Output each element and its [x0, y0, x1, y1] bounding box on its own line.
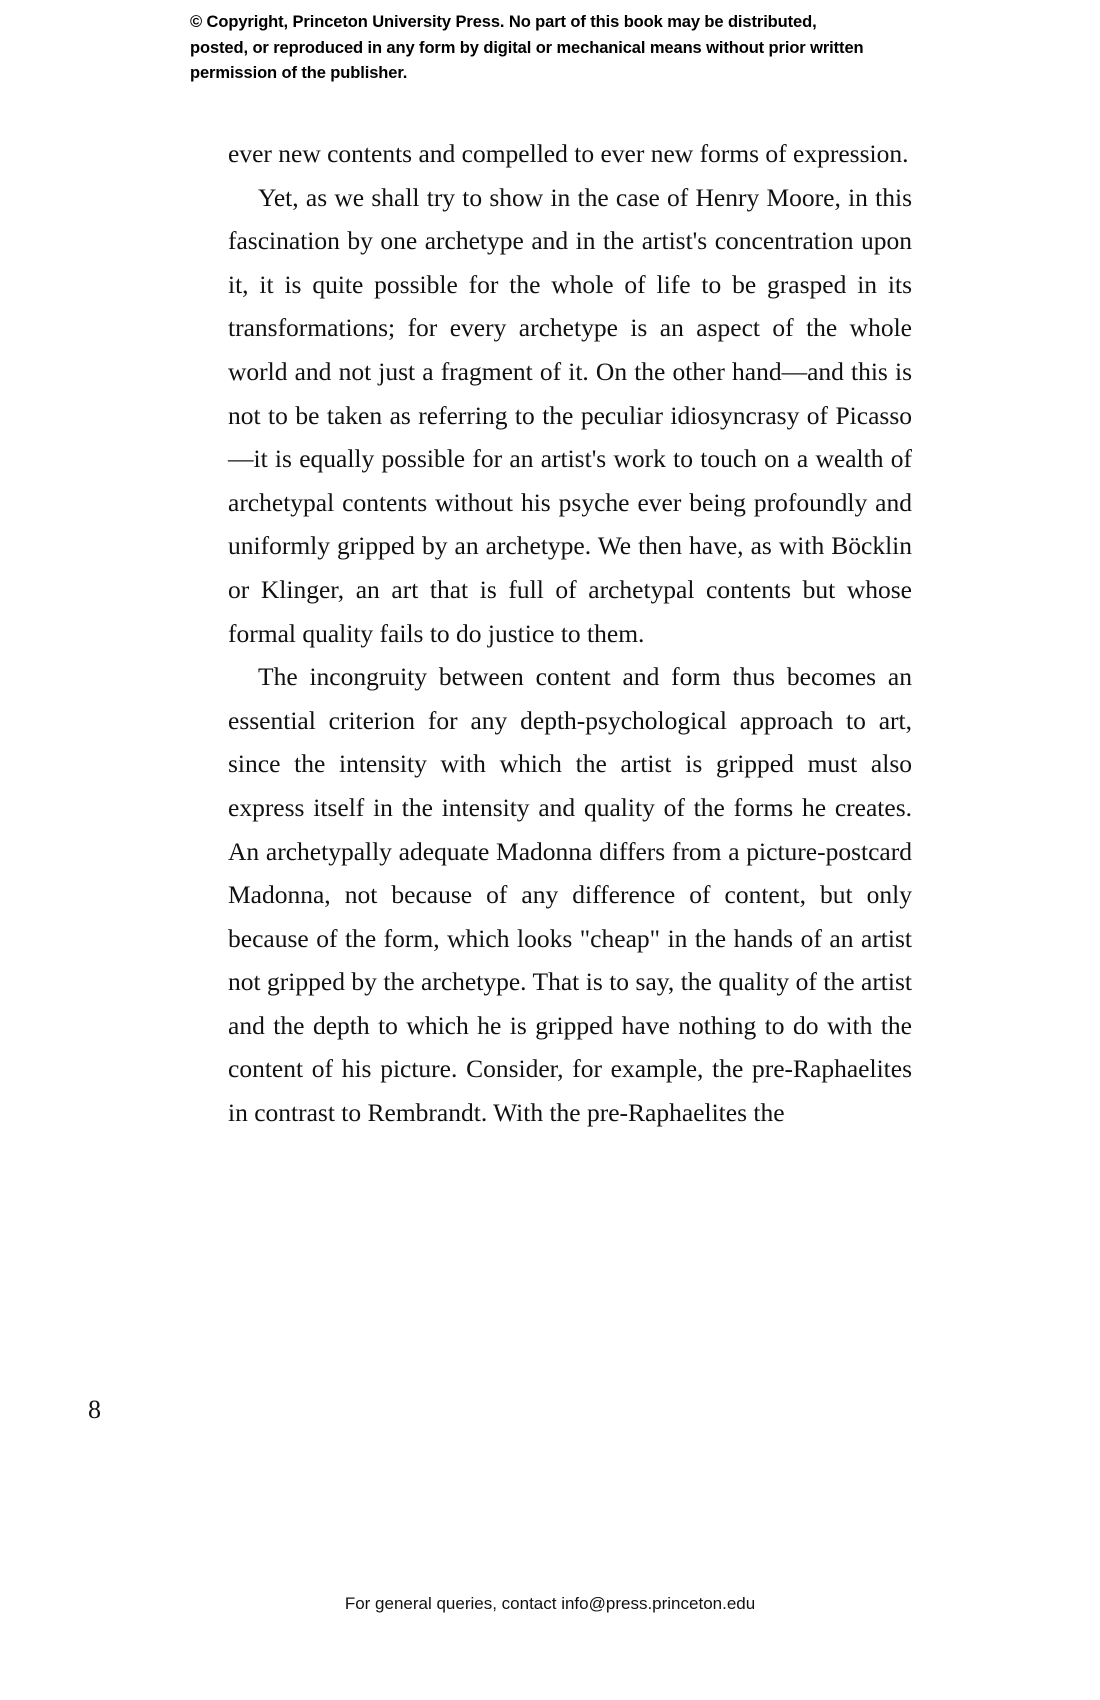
copyright-notice: © Copyright, Princeton University Press. No part of this book may be distributed, posted, or reproduced in any form by digital or mechanical means without prior written permission of the publisher. [190, 13, 864, 83]
page-number: 8 [88, 1395, 101, 1424]
paragraph-2: Yet, as we shall try to show in the case of Henry Moore, in this fascination by one archetype and in the artist's concentration upon it, it is quite possible for the whole of life to be grasped in its transformations; for every archetype is an aspect of the whole world and not just a fragment of it. On the other hand—and this is not to be taken as referring to the peculiar idiosyncrasy of Picasso—it is equally possible for an artist's work to touch on a wealth of archetypal contents without his psyche ever being profoundly and uniformly gripped by an archetype. We then have, as with Böcklin or Klinger, an art that is full of archetypal contents but whose formal quality fails to do justice to them. [228, 182, 912, 648]
body-text-area [228, 132, 912, 1135]
paragraph-3: The incongruity between content and form thus becomes an essential criterion for any depth-psychological approach to art, since the intensity with which the artist is gripped must also express itself in the intensity and quality of the forms he creates. An archetypally adequate Madonna differs from a picture-postcard Madonna, not because of any difference of content, but only because of the form, which looks "cheap" in the hands of an artist not gripped by the archetype. That is to say, the quality of the artist and the depth to which he is gripped have nothing to do with the content of his picture. Consider, for example, the pre-Raphaelites in contrast to Rembrandt. With the pre-Raphaelites the [228, 662, 912, 1128]
footer-query-note: For general queries, contact info@press.princeton.edu [344, 1594, 756, 1613]
paragraph-continuation: ever new contents and compelled to ever new forms of expression. [228, 139, 909, 168]
